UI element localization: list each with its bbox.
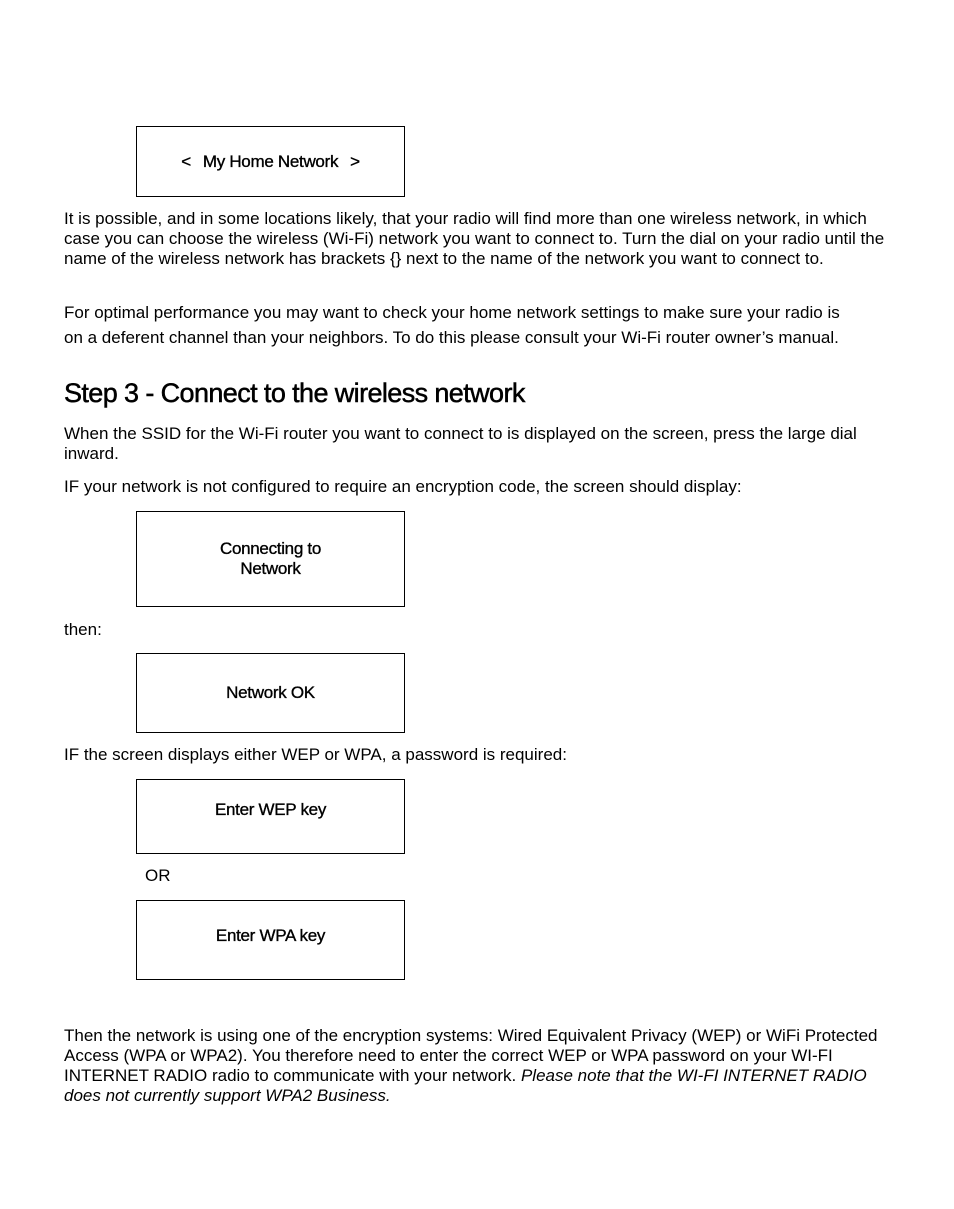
paragraph-password-required: IF the screen displays either WEP or WPA, a password is required: <box>64 745 567 764</box>
network-name: My Home Network <box>202 151 339 171</box>
screen-connecting <box>136 511 405 607</box>
next-arrow: > <box>350 151 360 171</box>
screen-enter-wpa-key <box>136 900 405 980</box>
screen-my-home-network <box>136 126 405 197</box>
connecting-line-2: Network <box>240 559 301 578</box>
step3-heading: Step 3 - Connect to the wireless network <box>64 378 525 408</box>
paragraph-multiple-networks: It is possible, and in some locations likely, that your radio will find more than one wireless network, in which case you can choose the wireless (Wi-Fi) network you want to connect to. Turn the dial on your radio until the name of the wireless network has brackets {} next to the name of the network you want to connect to. <box>64 209 885 268</box>
paragraph-or: OR <box>145 866 171 885</box>
screen-network-ok <box>136 653 405 733</box>
network-ok-label: Network OK <box>226 683 315 702</box>
screen-enter-wep-key <box>136 779 405 854</box>
encryption-text: Then the network is using one of the encryption systems: Wired Equivalent Privacy (WEP) or WiFi Protected Access (WPA or WPA2). You therefore need to enter the correct WEP or WPA password on your WI-FI INTERNET RADIO radio to communicate with your network. <box>64 1026 878 1085</box>
connecting-line-1: Connecting to <box>219 539 321 558</box>
paragraph-step3-intro: When the SSID for the Wi-Fi router you want to connect to is displayed on the screen, press the large dial inward. <box>64 424 857 463</box>
paragraph-no-encryption: IF your network is not configured to require an encryption code, the screen should display: <box>64 477 742 496</box>
paragraph-then: then: <box>64 620 102 639</box>
paragraph-optimal-performance-1: For optimal performance you may want to check your home network settings to make sure your radio is <box>64 303 840 322</box>
paragraph-encryption <box>64 1026 884 1106</box>
wpa-key-label: Enter WPA key <box>215 926 326 945</box>
paragraph-optimal-performance-2: on a deferent channel than your neighbors. To do this please consult your Wi-Fi router owner’s manual. <box>64 328 839 347</box>
encryption-note: Please note that the WI-FI INTERNET RADIO does not currently support WPA2 Business. <box>64 1066 867 1105</box>
wep-key-label: Enter WEP key <box>214 800 327 819</box>
prev-arrow: < <box>181 151 191 171</box>
